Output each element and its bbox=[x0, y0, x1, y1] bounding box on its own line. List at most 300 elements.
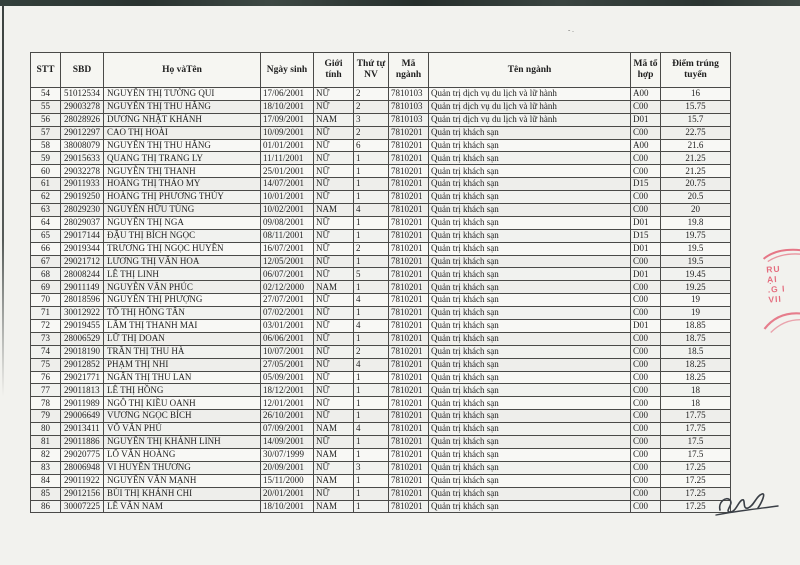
cell-mcode: 7810201 bbox=[389, 397, 429, 410]
cell-sex: NỮ bbox=[314, 229, 354, 242]
cell-major: Quản trị khách sạn bbox=[429, 345, 631, 358]
cell-sex: NAM bbox=[314, 113, 354, 126]
table-row bbox=[31, 152, 731, 165]
cell-name: NGUYỄN THỊ KHÁNH LINH bbox=[104, 436, 261, 449]
cell-dob: 27/05/2001 bbox=[261, 358, 314, 371]
table-row bbox=[31, 461, 731, 474]
cell-sex: NỮ bbox=[314, 88, 354, 101]
table-row bbox=[31, 88, 731, 101]
cell-major: Quản trị khách sạn bbox=[429, 358, 631, 371]
cell-sex: NAM bbox=[314, 500, 354, 513]
cell-stt: 82 bbox=[31, 448, 61, 461]
cell-nv: 1 bbox=[354, 371, 389, 384]
stamp-text-fragment: RU bbox=[765, 263, 781, 275]
cell-major: Quản trị khách sạn bbox=[429, 294, 631, 307]
cell-sbd: 29012852 bbox=[61, 358, 104, 371]
cell-name: LÊ VĂN NAM bbox=[104, 500, 261, 513]
cell-dob: 20/09/2001 bbox=[261, 461, 314, 474]
scan-left-edge bbox=[2, 5, 4, 397]
cell-name: NGUYỄN THỊ THANH bbox=[104, 165, 261, 178]
table-row bbox=[31, 113, 731, 126]
cell-major: Quản trị dịch vụ du lịch và lữ hành bbox=[429, 113, 631, 126]
cell-sex: NỮ bbox=[314, 345, 354, 358]
cell-nv: 1 bbox=[354, 500, 389, 513]
stamp-text-fragment: ẠI bbox=[766, 273, 778, 285]
cell-sex: NỮ bbox=[314, 320, 354, 333]
cell-nv: 1 bbox=[354, 152, 389, 165]
table-row bbox=[31, 371, 731, 384]
cell-combo: C00 bbox=[631, 281, 661, 294]
column-header-score: Điểm trúng tuyển bbox=[661, 53, 731, 88]
stamp-arc-bottom-icon bbox=[761, 306, 800, 335]
table-row bbox=[31, 436, 731, 449]
table-row bbox=[31, 281, 731, 294]
cell-combo: D01 bbox=[631, 216, 661, 229]
cell-combo: C00 bbox=[631, 307, 661, 320]
cell-nv: 1 bbox=[354, 191, 389, 204]
cell-name: NGUYỄN VĂN MẠNH bbox=[104, 474, 261, 487]
cell-name: VÕ VĂN PHÚ bbox=[104, 423, 261, 436]
cell-dob: 12/01/2001 bbox=[261, 397, 314, 410]
cell-mcode: 7810201 bbox=[389, 178, 429, 191]
cell-mcode: 7810201 bbox=[389, 191, 429, 204]
cell-sex: NỮ bbox=[314, 191, 354, 204]
table-row bbox=[31, 100, 731, 113]
cell-stt: 75 bbox=[31, 358, 61, 371]
cell-sbd: 29003278 bbox=[61, 100, 104, 113]
cell-dob: 17/09/2001 bbox=[261, 113, 314, 126]
cell-nv: 1 bbox=[354, 436, 389, 449]
cell-nv: 1 bbox=[354, 332, 389, 345]
cell-stt: 64 bbox=[31, 216, 61, 229]
cell-dob: 09/08/2001 bbox=[261, 216, 314, 229]
cell-stt: 58 bbox=[31, 139, 61, 152]
cell-sbd: 51012534 bbox=[61, 88, 104, 101]
cell-score: 21.25 bbox=[661, 152, 731, 165]
cell-major: Quản trị khách sạn bbox=[429, 397, 631, 410]
cell-stt: 67 bbox=[31, 255, 61, 268]
stamp-text-fragment: VII bbox=[768, 293, 783, 305]
cell-major: Quản trị dịch vụ du lịch và lữ hành bbox=[429, 88, 631, 101]
cell-mcode: 7810201 bbox=[389, 281, 429, 294]
cell-sbd: 29011922 bbox=[61, 474, 104, 487]
cell-sex: NỮ bbox=[314, 487, 354, 500]
cell-name: CAO THỊ HOÀI bbox=[104, 126, 261, 139]
cell-dob: 27/07/2001 bbox=[261, 294, 314, 307]
table-row bbox=[31, 397, 731, 410]
cell-combo: C00 bbox=[631, 487, 661, 500]
cell-name: LÂM THỊ THANH MAI bbox=[104, 320, 261, 333]
cell-major: Quản trị khách sạn bbox=[429, 281, 631, 294]
cell-score: 17.25 bbox=[661, 500, 731, 513]
cell-combo: C00 bbox=[631, 384, 661, 397]
cell-nv: 4 bbox=[354, 294, 389, 307]
cell-sex: NỮ bbox=[314, 294, 354, 307]
cell-nv: 1 bbox=[354, 397, 389, 410]
stamp-text-fragment: .G I bbox=[767, 283, 786, 295]
table-row bbox=[31, 165, 731, 178]
cell-score: 19.5 bbox=[661, 242, 731, 255]
cell-stt: 68 bbox=[31, 268, 61, 281]
column-header-mcode: Mã ngành bbox=[389, 53, 429, 88]
cell-dob: 08/11/2001 bbox=[261, 229, 314, 242]
column-header-combo: Mã tổ hợp bbox=[631, 53, 661, 88]
table-row bbox=[31, 178, 731, 191]
table-row bbox=[31, 345, 731, 358]
table-row bbox=[31, 487, 731, 500]
cell-combo: C00 bbox=[631, 191, 661, 204]
cell-combo: C00 bbox=[631, 358, 661, 371]
cell-sbd: 29019455 bbox=[61, 320, 104, 333]
cell-nv: 1 bbox=[354, 474, 389, 487]
cell-combo: D15 bbox=[631, 178, 661, 191]
cell-major: Quản trị khách sạn bbox=[429, 448, 631, 461]
table-row bbox=[31, 242, 731, 255]
cell-combo: C00 bbox=[631, 474, 661, 487]
cell-mcode: 7810201 bbox=[389, 139, 429, 152]
cell-score: 17.25 bbox=[661, 474, 731, 487]
cell-sex: NỮ bbox=[314, 139, 354, 152]
cell-sex: NỮ bbox=[314, 397, 354, 410]
cell-dob: 16/07/2001 bbox=[261, 242, 314, 255]
cell-score: 20.5 bbox=[661, 191, 731, 204]
cell-mcode: 7810201 bbox=[389, 448, 429, 461]
cell-combo: C00 bbox=[631, 461, 661, 474]
table-row bbox=[31, 320, 731, 333]
cell-name: HOÀNG THỊ THẢO MY bbox=[104, 178, 261, 191]
cell-score: 18.25 bbox=[661, 371, 731, 384]
cell-stt: 74 bbox=[31, 345, 61, 358]
cell-combo: C00 bbox=[631, 294, 661, 307]
cell-stt: 80 bbox=[31, 423, 61, 436]
cell-mcode: 7810201 bbox=[389, 126, 429, 139]
table-row bbox=[31, 474, 731, 487]
table-row bbox=[31, 204, 731, 217]
cell-sex: NỮ bbox=[314, 178, 354, 191]
cell-nv: 2 bbox=[354, 100, 389, 113]
cell-nv: 1 bbox=[354, 410, 389, 423]
cell-mcode: 7810201 bbox=[389, 423, 429, 436]
cell-stt: 76 bbox=[31, 371, 61, 384]
stamp-arc-top-icon bbox=[757, 244, 800, 263]
table-row bbox=[31, 268, 731, 281]
cell-major: Quản trị dịch vụ du lịch và lữ hành bbox=[429, 100, 631, 113]
cell-major: Quản trị khách sạn bbox=[429, 152, 631, 165]
cell-sex: NỮ bbox=[314, 307, 354, 320]
cell-name: NGUYỄN THỊ THU HẰNG bbox=[104, 139, 261, 152]
column-header-name: Họ vàTên bbox=[104, 53, 261, 88]
cell-combo: C00 bbox=[631, 100, 661, 113]
cell-mcode: 7810201 bbox=[389, 320, 429, 333]
cell-score: 19.25 bbox=[661, 281, 731, 294]
cell-score: 15.75 bbox=[661, 100, 731, 113]
cell-stt: 78 bbox=[31, 397, 61, 410]
cell-mcode: 7810201 bbox=[389, 345, 429, 358]
cell-stt: 86 bbox=[31, 500, 61, 513]
cell-dob: 03/01/2001 bbox=[261, 320, 314, 333]
cell-mcode: 7810201 bbox=[389, 474, 429, 487]
cell-nv: 1 bbox=[354, 281, 389, 294]
cell-dob: 10/07/2001 bbox=[261, 345, 314, 358]
cell-sbd: 28029037 bbox=[61, 216, 104, 229]
column-header-stt: STT bbox=[31, 53, 61, 88]
cell-major: Quản trị khách sạn bbox=[429, 191, 631, 204]
table-row bbox=[31, 126, 731, 139]
cell-dob: 17/06/2001 bbox=[261, 88, 314, 101]
cell-sbd: 29012156 bbox=[61, 487, 104, 500]
cell-nv: 1 bbox=[354, 216, 389, 229]
cell-sbd: 29011813 bbox=[61, 384, 104, 397]
cell-nv: 5 bbox=[354, 268, 389, 281]
cell-stt: 84 bbox=[31, 474, 61, 487]
cell-name: PHẠM THỊ NHI bbox=[104, 358, 261, 371]
cell-combo: C00 bbox=[631, 397, 661, 410]
cell-mcode: 7810201 bbox=[389, 242, 429, 255]
cell-sbd: 29021771 bbox=[61, 371, 104, 384]
cell-nv: 1 bbox=[354, 255, 389, 268]
cell-name: TÔ THỊ HỒNG TÂN bbox=[104, 307, 261, 320]
cell-score: 19.45 bbox=[661, 268, 731, 281]
cell-score: 17.25 bbox=[661, 487, 731, 500]
cell-sbd: 29021712 bbox=[61, 255, 104, 268]
cell-combo: C00 bbox=[631, 152, 661, 165]
table-row bbox=[31, 423, 731, 436]
cell-mcode: 7810201 bbox=[389, 229, 429, 242]
table-row bbox=[31, 410, 731, 423]
cell-sbd: 29011933 bbox=[61, 178, 104, 191]
cell-mcode: 7810201 bbox=[389, 268, 429, 281]
cell-stt: 63 bbox=[31, 204, 61, 217]
cell-sbd: 29013411 bbox=[61, 423, 104, 436]
cell-dob: 10/02/2001 bbox=[261, 204, 314, 217]
cell-combo: D15 bbox=[631, 229, 661, 242]
table-row bbox=[31, 139, 731, 152]
cell-name: BÙI THỊ KHÁNH CHI bbox=[104, 487, 261, 500]
scan-top-edge bbox=[0, 0, 800, 6]
cell-dob: 06/06/2001 bbox=[261, 332, 314, 345]
cell-nv: 4 bbox=[354, 423, 389, 436]
cell-combo: C00 bbox=[631, 500, 661, 513]
cell-combo: D01 bbox=[631, 320, 661, 333]
cell-dob: 25/01/2001 bbox=[261, 165, 314, 178]
cell-nv: 1 bbox=[354, 178, 389, 191]
cell-nv: 4 bbox=[354, 204, 389, 217]
cell-sex: NAM bbox=[314, 474, 354, 487]
cell-score: 20 bbox=[661, 204, 731, 217]
cell-major: Quản trị khách sạn bbox=[429, 332, 631, 345]
cell-name: LƯƠNG THỊ VÂN HOA bbox=[104, 255, 261, 268]
cell-nv: 1 bbox=[354, 307, 389, 320]
cell-sex: NỮ bbox=[314, 216, 354, 229]
cell-name: NGUYỄN HỮU TÙNG bbox=[104, 204, 261, 217]
column-header-sex: Giới tính bbox=[314, 53, 354, 88]
cell-dob: 18/10/2001 bbox=[261, 100, 314, 113]
cell-dob: 07/02/2001 bbox=[261, 307, 314, 320]
cell-sex: NỮ bbox=[314, 126, 354, 139]
cell-stt: 81 bbox=[31, 436, 61, 449]
cell-stt: 71 bbox=[31, 307, 61, 320]
cell-name: LÊ THỊ LINH bbox=[104, 268, 261, 281]
cell-major: Quản trị khách sạn bbox=[429, 320, 631, 333]
table-row bbox=[31, 500, 731, 513]
cell-sex: NỮ bbox=[314, 384, 354, 397]
table-header-row bbox=[31, 53, 731, 88]
cell-score: 18.75 bbox=[661, 332, 731, 345]
cell-sbd: 28008244 bbox=[61, 268, 104, 281]
cell-sbd: 29018190 bbox=[61, 345, 104, 358]
cell-combo: C00 bbox=[631, 410, 661, 423]
cell-major: Quản trị khách sạn bbox=[429, 474, 631, 487]
cell-score: 18.5 bbox=[661, 345, 731, 358]
cell-name: DƯƠNG NHẬT KHÁNH bbox=[104, 113, 261, 126]
cell-sbd: 28029230 bbox=[61, 204, 104, 217]
cell-major: Quản trị khách sạn bbox=[429, 178, 631, 191]
cell-major: Quản trị khách sạn bbox=[429, 229, 631, 242]
column-header-nv: Thứ tự NV bbox=[354, 53, 389, 88]
signature-mark bbox=[712, 488, 784, 522]
cell-dob: 18/12/2001 bbox=[261, 384, 314, 397]
table-row bbox=[31, 255, 731, 268]
cell-major: Quản trị khách sạn bbox=[429, 165, 631, 178]
cell-score: 20.75 bbox=[661, 178, 731, 191]
cell-major: Quản trị khách sạn bbox=[429, 139, 631, 152]
cell-major: Quản trị khách sạn bbox=[429, 216, 631, 229]
cell-sex: NAM bbox=[314, 281, 354, 294]
cell-sex: NỮ bbox=[314, 268, 354, 281]
cell-sex: NỮ bbox=[314, 371, 354, 384]
cell-sbd: 30007225 bbox=[61, 500, 104, 513]
cell-score: 19.5 bbox=[661, 255, 731, 268]
cell-sex: NỮ bbox=[314, 242, 354, 255]
cell-sbd: 29019344 bbox=[61, 242, 104, 255]
cell-name: LÊ THỊ HỒNG bbox=[104, 384, 261, 397]
cell-sbd: 29019250 bbox=[61, 191, 104, 204]
cell-major: Quản trị khách sạn bbox=[429, 255, 631, 268]
cell-major: Quản trị khách sạn bbox=[429, 436, 631, 449]
cell-sex: NỮ bbox=[314, 461, 354, 474]
cell-mcode: 7810201 bbox=[389, 255, 429, 268]
cell-score: 17.75 bbox=[661, 410, 731, 423]
cell-sex: NỮ bbox=[314, 436, 354, 449]
cell-combo: C00 bbox=[631, 436, 661, 449]
cell-dob: 06/07/2001 bbox=[261, 268, 314, 281]
cell-mcode: 7810201 bbox=[389, 307, 429, 320]
cell-dob: 10/09/2001 bbox=[261, 126, 314, 139]
cell-score: 17.5 bbox=[661, 436, 731, 449]
cell-score: 17.25 bbox=[661, 461, 731, 474]
cell-sbd: 29032278 bbox=[61, 165, 104, 178]
cell-score: 17.5 bbox=[661, 448, 731, 461]
cell-dob: 14/09/2001 bbox=[261, 436, 314, 449]
cell-stt: 77 bbox=[31, 384, 61, 397]
cell-major: Quản trị khách sạn bbox=[429, 126, 631, 139]
cell-score: 18 bbox=[661, 397, 731, 410]
cell-score: 19 bbox=[661, 294, 731, 307]
cell-sbd: 29012297 bbox=[61, 126, 104, 139]
cell-major: Quản trị khách sạn bbox=[429, 371, 631, 384]
cell-name: VƯƠNG NGỌC BÍCH bbox=[104, 410, 261, 423]
cell-sbd: 28006529 bbox=[61, 332, 104, 345]
cell-combo: C00 bbox=[631, 448, 661, 461]
cell-mcode: 7810103 bbox=[389, 88, 429, 101]
cell-name: LỮ THỊ DOAN bbox=[104, 332, 261, 345]
cell-sbd: 28006948 bbox=[61, 461, 104, 474]
cell-combo: D01 bbox=[631, 242, 661, 255]
cell-stt: 72 bbox=[31, 320, 61, 333]
cell-dob: 30/07/1999 bbox=[261, 448, 314, 461]
cell-dob: 11/11/2001 bbox=[261, 152, 314, 165]
cell-score: 18.25 bbox=[661, 358, 731, 371]
table-row bbox=[31, 332, 731, 345]
cell-name: NGÔ THỊ KIỀU OANH bbox=[104, 397, 261, 410]
cell-score: 17.75 bbox=[661, 423, 731, 436]
cell-score: 21.25 bbox=[661, 165, 731, 178]
cell-name: NGUYỄN THỊ TƯỜNG QUI bbox=[104, 88, 261, 101]
scan-speck: - . bbox=[568, 26, 574, 34]
cell-stt: 83 bbox=[31, 461, 61, 474]
table-row bbox=[31, 229, 731, 242]
cell-combo: C00 bbox=[631, 126, 661, 139]
cell-combo: C00 bbox=[631, 165, 661, 178]
table-row bbox=[31, 384, 731, 397]
cell-dob: 26/10/2001 bbox=[261, 410, 314, 423]
cell-name: LÔ VĂN HOÀNG bbox=[104, 448, 261, 461]
cell-combo: C00 bbox=[631, 204, 661, 217]
cell-score: 16 bbox=[661, 88, 731, 101]
cell-dob: 02/12/2000 bbox=[261, 281, 314, 294]
cell-name: TRẦN THỊ THU HÀ bbox=[104, 345, 261, 358]
cell-sex: NỮ bbox=[314, 332, 354, 345]
cell-stt: 54 bbox=[31, 88, 61, 101]
cell-nv: 3 bbox=[354, 113, 389, 126]
cell-stt: 85 bbox=[31, 487, 61, 500]
cell-mcode: 7810201 bbox=[389, 358, 429, 371]
cell-name: NGUYỄN THỊ PHƯỢNG bbox=[104, 294, 261, 307]
cell-dob: 12/05/2001 bbox=[261, 255, 314, 268]
cell-sex: NỮ bbox=[314, 255, 354, 268]
cell-mcode: 7810201 bbox=[389, 332, 429, 345]
cell-name: NGUYỄN VĂN PHÚC bbox=[104, 281, 261, 294]
cell-mcode: 7810201 bbox=[389, 384, 429, 397]
cell-mcode: 7810201 bbox=[389, 461, 429, 474]
cell-score: 15.7 bbox=[661, 113, 731, 126]
table-row bbox=[31, 448, 731, 461]
cell-sbd: 29006649 bbox=[61, 410, 104, 423]
cell-mcode: 7810103 bbox=[389, 113, 429, 126]
cell-mcode: 7810201 bbox=[389, 410, 429, 423]
cell-name: NGUYỄN THỊ THU HẰNG bbox=[104, 100, 261, 113]
cell-name: NGUYỄN THỊ NGA bbox=[104, 216, 261, 229]
cell-dob: 15/11/2000 bbox=[261, 474, 314, 487]
cell-name: HOÀNG THỊ PHƯƠNG THÚY bbox=[104, 191, 261, 204]
cell-dob: 01/01/2001 bbox=[261, 139, 314, 152]
cell-sex: NỮ bbox=[314, 100, 354, 113]
cell-stt: 69 bbox=[31, 281, 61, 294]
cell-sex: NAM bbox=[314, 448, 354, 461]
cell-sex: NỮ bbox=[314, 358, 354, 371]
cell-sex: NAM bbox=[314, 423, 354, 436]
cell-major: Quản trị khách sạn bbox=[429, 268, 631, 281]
cell-mcode: 7810201 bbox=[389, 294, 429, 307]
cell-nv: 4 bbox=[354, 320, 389, 333]
cell-score: 21.6 bbox=[661, 139, 731, 152]
cell-major: Quản trị khách sạn bbox=[429, 384, 631, 397]
cell-sbd: 38008079 bbox=[61, 139, 104, 152]
cell-mcode: 7810103 bbox=[389, 100, 429, 113]
cell-combo: D01 bbox=[631, 268, 661, 281]
cell-sex: NỮ bbox=[314, 152, 354, 165]
cell-major: Quản trị khách sạn bbox=[429, 500, 631, 513]
